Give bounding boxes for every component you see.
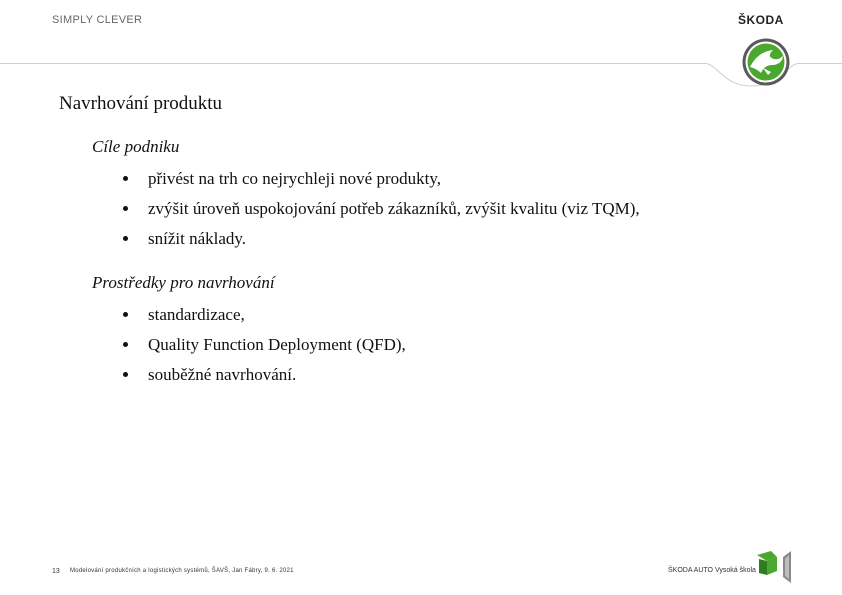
tagline: SIMPLY CLEVER — [52, 14, 143, 26]
header-divider-left — [0, 63, 707, 64]
means-list — [120, 304, 406, 394]
list-item — [120, 334, 406, 364]
bullet-icon — [123, 372, 128, 377]
list-item-text: Quality Function Deployment (QFD), — [148, 335, 406, 354]
skoda-winged-arrow-icon — [741, 37, 791, 87]
list-item-text: přivést na trh co nejrychleji nové produkty, — [148, 169, 442, 188]
bullet-icon — [123, 342, 128, 347]
list-item-text: zvýšit úroveň uspokojování potřeb zákazníků, zvýšit kvalitu (viz TQM), — [148, 199, 640, 218]
section-heading-means: Prostředky pro navrhování — [92, 273, 275, 292]
list-item — [120, 364, 406, 394]
footer-brand: ŠKODA AUTO Vysoká škola — [668, 567, 756, 574]
footer-caption: Modelování produkčních a logistických systémů, ŠAVŠ, Jan Fábry, 9. 6. 2021 — [70, 568, 294, 574]
section-heading-goals: Cíle podniku — [92, 137, 180, 156]
goals-list — [120, 168, 640, 258]
list-item — [120, 228, 640, 258]
list-item — [120, 168, 640, 198]
header-divider-right — [797, 63, 842, 64]
list-item-text: souběžné navrhování. — [148, 365, 297, 384]
list-item-text: standardizace, — [148, 305, 245, 324]
skoda-auto-university-flag-icon — [757, 549, 793, 583]
bullet-icon — [123, 236, 128, 241]
bullet-icon — [123, 176, 128, 181]
slide-title: Navrhování produktu — [59, 93, 223, 114]
list-item-text: snížit náklady. — [148, 229, 247, 248]
page-number: 13 — [52, 568, 60, 575]
brand-wordmark: ŠKODA — [738, 13, 784, 27]
bullet-icon — [123, 312, 128, 317]
list-item — [120, 198, 640, 228]
list-item — [120, 304, 406, 334]
bullet-icon — [123, 206, 128, 211]
